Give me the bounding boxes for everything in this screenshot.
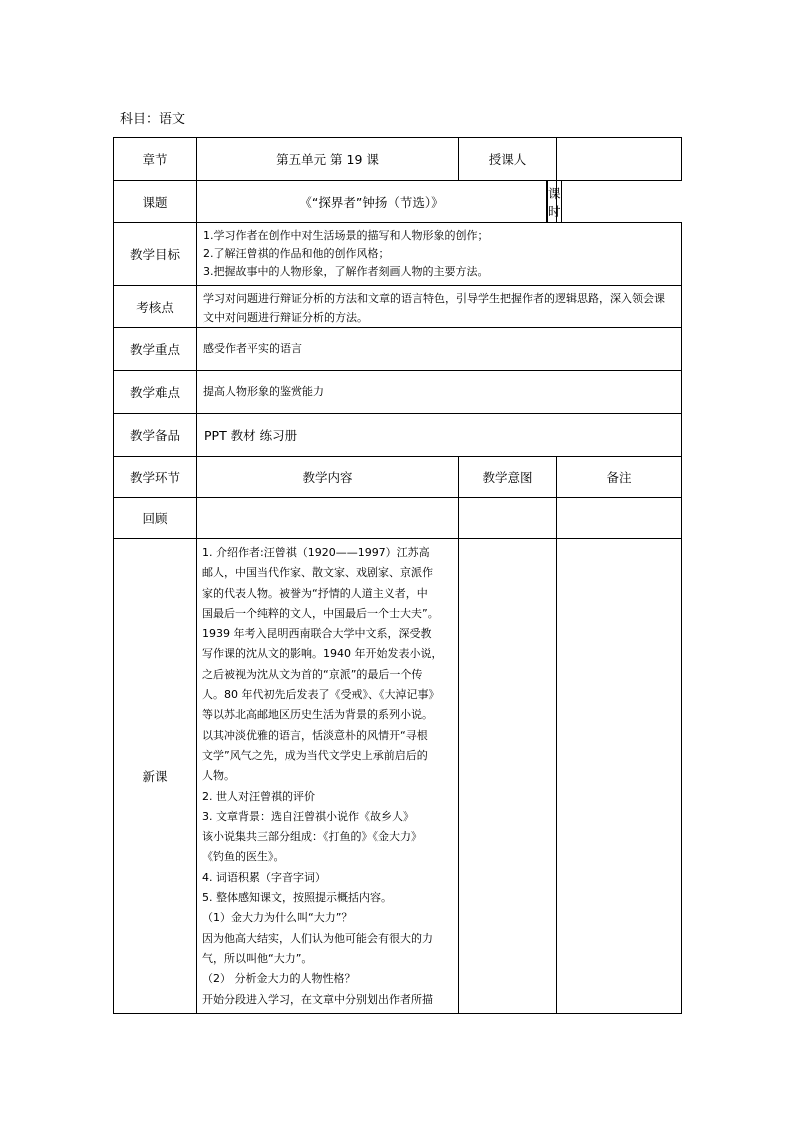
materials-label: 教学备品 — [114, 414, 197, 457]
review-intent — [459, 498, 557, 539]
hours-label: 课时 — [548, 181, 562, 222]
goal-line: 2.了解汪曾祺的作品和他的创作风格； — [203, 247, 390, 260]
key-points-text: 感受作者平实的语言 — [197, 328, 682, 371]
content-line: 之后被视为沈从文为首的“京派”的最后一个传 — [202, 667, 423, 681]
row-materials — [114, 414, 682, 457]
content-line: （1）金大力为什么叫“大力”？ — [202, 911, 353, 925]
row-exam-points — [114, 286, 682, 328]
materials-text: PPT 教材 练习册 — [197, 414, 682, 457]
goals-label: 教学目标 — [114, 223, 197, 286]
new-lesson-content — [197, 539, 459, 1014]
content-line: 《钓鱼的医生》。 — [202, 850, 285, 864]
row-new-lesson — [114, 539, 682, 1014]
new-lesson-label: 新课 — [114, 539, 197, 1014]
column-intent: 教学意图 — [459, 457, 557, 498]
exam-points-label: 考核点 — [114, 286, 197, 328]
teacher-value — [557, 138, 682, 181]
topic-value: 《“探界者”钟扬（节选）》 — [197, 181, 547, 223]
column-notes: 备注 — [557, 457, 682, 498]
row-topic — [114, 181, 682, 223]
content-line: 邮人，中国当代作家、散文家、戏剧家、京派作 — [202, 566, 433, 580]
content-line: 1939 年考入昆明西南联合大学中文系，深受教 — [202, 627, 432, 641]
content-line: 1. 介绍作者:汪曾祺（1920——1997）江苏高 — [202, 546, 430, 559]
content-line: （2） 分析金大力的人物性格？ — [202, 972, 356, 986]
content-line: 气，所以叫他“大力”。 — [202, 951, 313, 965]
lesson-plan-table — [113, 137, 682, 1014]
content-line: 国最后一个纯粹的文人，中国最后一个士大夫”。 — [202, 606, 439, 620]
teacher-label: 授课人 — [459, 138, 557, 181]
row-difficulties — [114, 371, 682, 414]
chapter-label: 章节 — [114, 138, 197, 181]
content-line: 写作课的沈从文的影响。1940 年开始发表小说， — [202, 647, 443, 661]
goals-content — [197, 223, 682, 286]
content-line: 等以苏北高邮地区历史生活为背景的系列小说。 — [202, 708, 433, 722]
content-line: 人物。 — [202, 769, 235, 783]
exam-points-text: 学习对问题进行辩证分析的方法和文章的语言特色，引导学生把握作者的逻辑思路，深入领会课文中对问题进行辩证分析的方法。 — [197, 286, 682, 328]
content-line: 人。80 年代初先后发表了《受戒》、《大淖记事》 — [202, 688, 440, 702]
content-line: 因为他高大结实，人们认为他可能会有很大的力 — [202, 931, 433, 945]
subject-label: 科目：语文 — [120, 112, 186, 127]
content-line: 以其冲淡优雅的语言，恬淡意朴的风情开“寻根 — [202, 728, 428, 742]
content-line: 5. 整体感知课文，按照提示概括内容。 — [202, 891, 392, 905]
row-chapter — [114, 138, 682, 181]
key-points-label: 教学重点 — [114, 328, 197, 371]
topic-label: 课题 — [114, 181, 197, 223]
review-label: 回顾 — [114, 498, 197, 539]
row-column-headers — [114, 457, 682, 498]
content-line: 开始分段进入学习，在文章中分别划出作者所描 — [202, 992, 433, 1006]
content-line: 文学”风气之先，成为当代文学史上承前启后的 — [202, 748, 428, 762]
row-review — [114, 498, 682, 539]
content-line: 3. 文章背景：选自汪曾祺小说作《故乡人》 — [202, 809, 414, 823]
row-goals — [114, 223, 682, 286]
hours-cell — [547, 181, 561, 223]
review-notes — [557, 498, 682, 539]
content-line: 该小说集共三部分组成：《打鱼的》《金大力》 — [202, 830, 422, 844]
content-line: 4. 词语积累（字音字词） — [202, 870, 326, 884]
goal-line: 3.把握故事中的人物形象，了解作者刻画人物的主要方法。 — [203, 265, 489, 278]
difficulties-label: 教学难点 — [114, 371, 197, 414]
difficulties-text: 提高人物形象的鉴赏能力 — [197, 371, 682, 414]
review-content — [197, 498, 459, 539]
new-lesson-notes — [557, 539, 682, 1014]
row-key-points — [114, 328, 682, 371]
column-stage: 教学环节 — [114, 457, 197, 498]
content-line: 2. 世人对汪曾祺的评价 — [202, 789, 315, 803]
chapter-value: 第五单元 第 19 课 — [197, 138, 459, 181]
new-lesson-intent — [459, 539, 557, 1014]
content-line: 家的代表人物。被誉为“抒情的人道主义者，中 — [202, 586, 428, 600]
goal-line: 1.学习作者在创作中对生活场景的描写和人物形象的创作； — [203, 229, 489, 242]
column-content: 教学内容 — [197, 457, 459, 498]
